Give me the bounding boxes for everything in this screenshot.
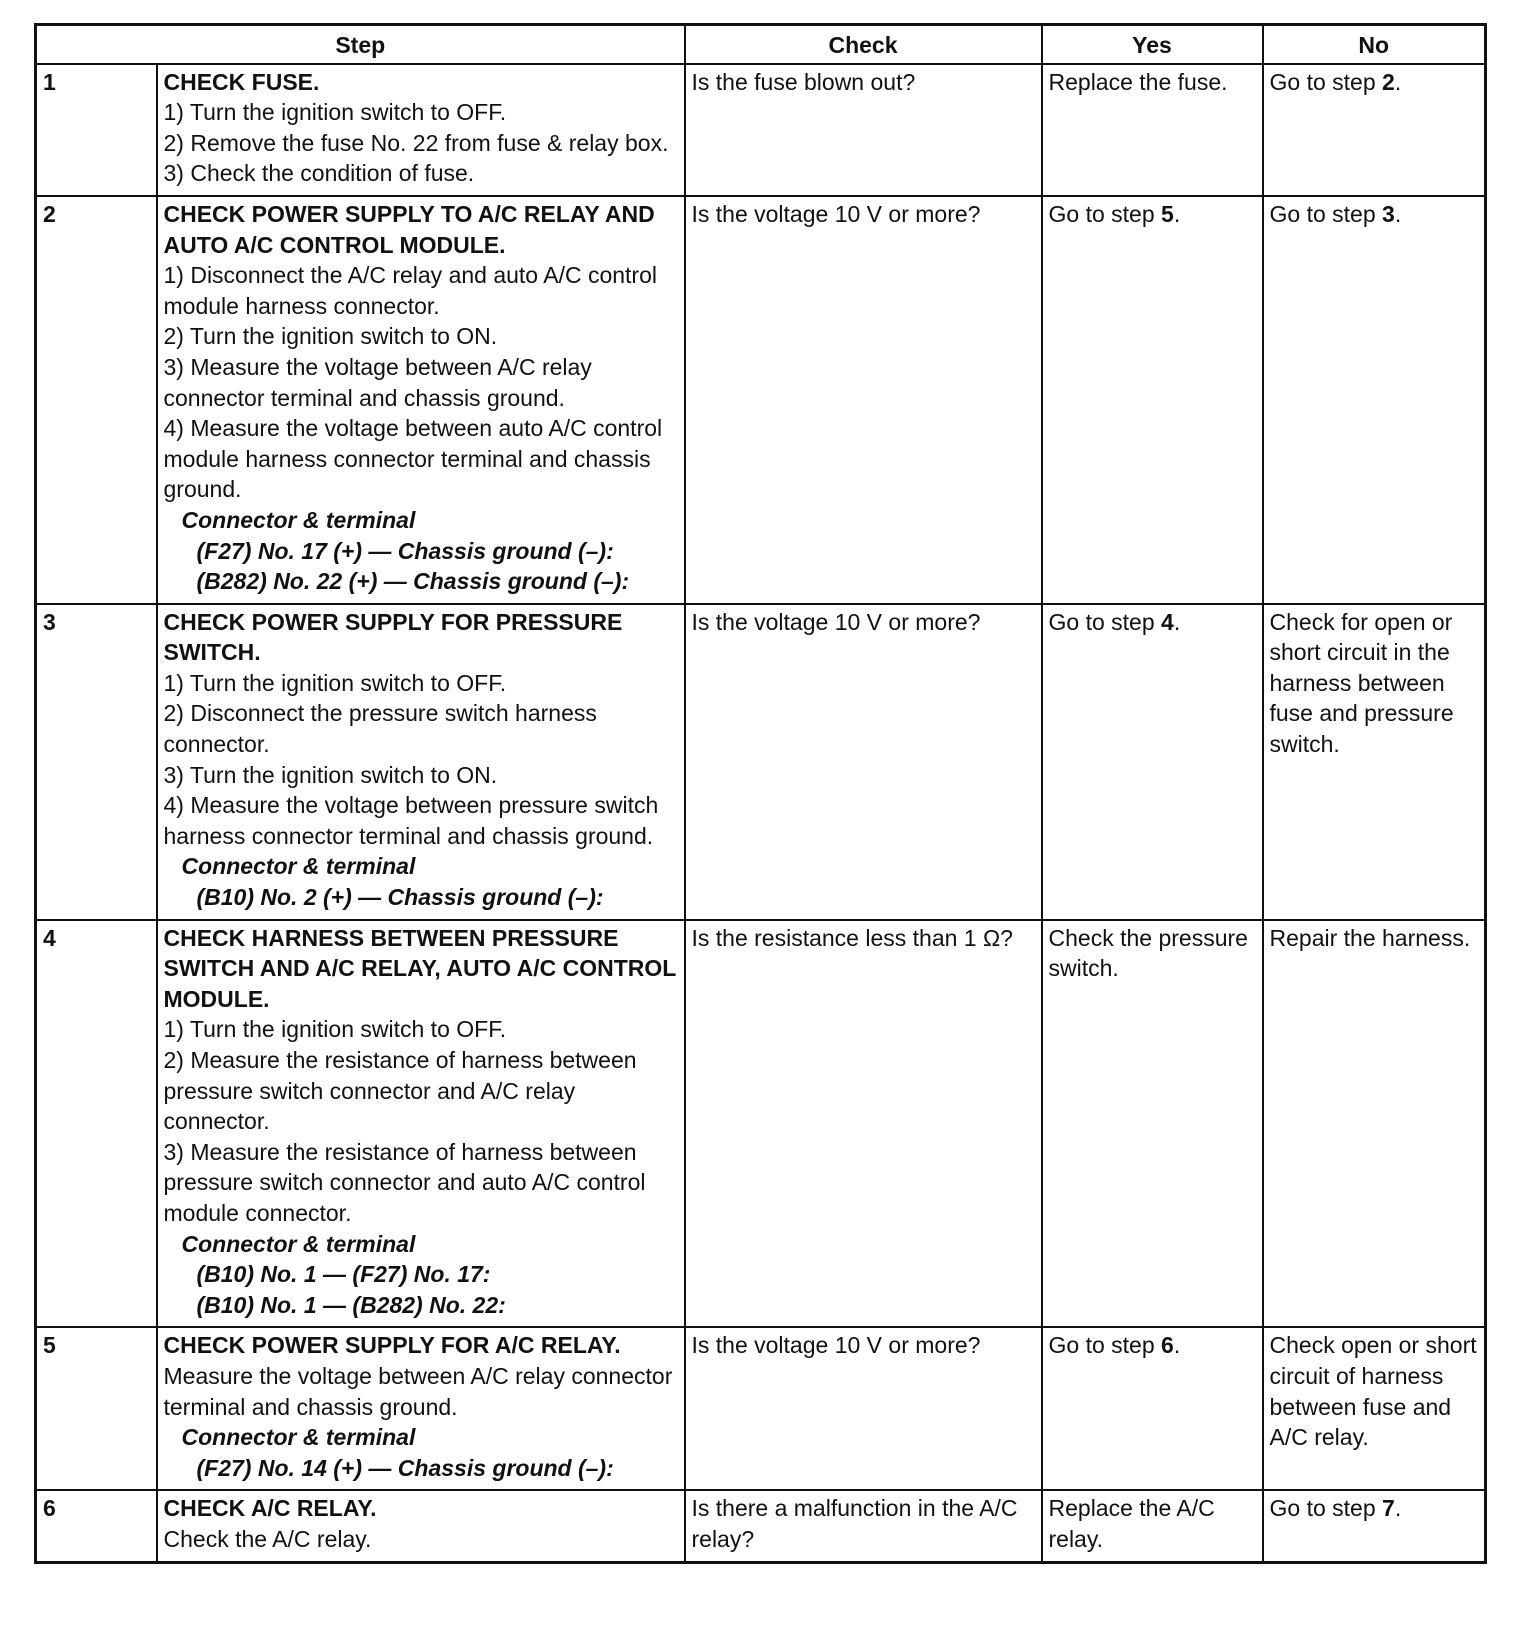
step-number: 1 (36, 64, 157, 196)
step-instruction: 4) Measure the voltage between auto A/C control module harness connector terminal and chassis ground. (163, 415, 663, 503)
yes-action (1042, 920, 1263, 1328)
step-number: 3 (36, 604, 157, 920)
step-number: 4 (36, 920, 157, 1328)
step-title: CHECK FUSE. (163, 68, 320, 95)
check-question: Is there a malfunction in the A/C relay? (685, 1490, 1042, 1562)
connector-terminal: (F27) No. 14 (+) — Chassis ground (–): (196, 1454, 614, 1481)
connector-terminal: (F27) No. 17 (+) — Chassis ground (–): (196, 537, 614, 564)
connector-terminal: (B282) No. 22 (+) — Chassis ground (–): (196, 568, 630, 595)
step-number: 2 (36, 196, 157, 604)
yes-action: Go to step 4. (1042, 604, 1263, 920)
table-body (36, 64, 1486, 1562)
step-description (157, 196, 685, 604)
table-row (36, 1490, 1486, 1562)
step-instruction: 2) Remove the fuse No. 22 from fuse & relay box. (163, 129, 669, 156)
header-step: Step (36, 25, 685, 64)
header-check: Check (685, 25, 1042, 64)
step-title: CHECK POWER SUPPLY FOR PRESSURE SWITCH. (163, 608, 623, 666)
no-action (1263, 920, 1486, 1328)
check-question: Is the voltage 10 V or more? (685, 604, 1042, 920)
yes-text: Replace the A/C relay. (1048, 1495, 1215, 1552)
yes-text: Go to step (1048, 1332, 1162, 1359)
step-instruction: Measure the voltage between A/C relay connector terminal and chassis ground. (163, 1362, 673, 1420)
step-title: CHECK HARNESS BETWEEN PRESSURE SWITCH AND A/C RELAY, AUTO A/C CONTROL MODULE. (163, 924, 676, 1012)
check-question: Is the voltage 10 V or more? (685, 1327, 1042, 1490)
connector-terminal: (B10) No. 2 (+) — Chassis ground (–): (196, 884, 604, 911)
yes-step-ref: 6 (1161, 1332, 1174, 1359)
no-text: Check for open or short circuit in the harness between fuse and pressure switch. (1269, 608, 1454, 758)
yes-step-ref: 5 (1161, 200, 1174, 227)
no-step-ref: 2 (1382, 68, 1395, 95)
step-instruction: 1) Turn the ignition switch to OFF. (163, 99, 507, 126)
step-instruction: Check the A/C relay. (163, 1525, 372, 1552)
step-instruction: 3) Measure the resistance of harness between pressure switch connector and auto A/C control module connector. (163, 1138, 646, 1226)
connector-heading: Connector & terminal (181, 1230, 416, 1257)
step-instruction: 3) Measure the voltage between A/C relay connector terminal and chassis ground. (163, 353, 592, 411)
step-instruction: 4) Measure the voltage between pressure switch harness connector terminal and chassis ground. (163, 792, 659, 849)
no-text: Go to step (1269, 1495, 1383, 1522)
header-row (36, 25, 1486, 64)
connector-heading: Connector & terminal (181, 1424, 416, 1451)
no-text: Repair the harness. (1269, 924, 1471, 951)
step-number: 5 (36, 1327, 157, 1490)
step-description (157, 920, 685, 1328)
step-description (157, 604, 685, 920)
yes-action: Go to step 6. (1042, 1327, 1263, 1490)
step-title: CHECK A/C RELAY. (163, 1495, 377, 1522)
diagnostic-table (34, 23, 1487, 1564)
table-row (36, 64, 1486, 196)
step-title: CHECK POWER SUPPLY TO A/C RELAY AND AUTO A/C CONTROL MODULE. (163, 200, 655, 258)
connector-heading: Connector & terminal (181, 853, 416, 880)
step-instruction: 1) Disconnect the A/C relay and auto A/C control module harness connector. (163, 262, 657, 319)
diagnostic-procedure (34, 23, 1484, 1564)
connector-heading: Connector & terminal (181, 506, 416, 533)
yes-text: Replace the fuse. (1048, 68, 1228, 95)
connector-terminal: (B10) No. 1 — (F27) No. 17: (196, 1261, 491, 1288)
table-row (36, 604, 1486, 920)
yes-text: Go to step (1048, 200, 1162, 227)
yes-step-ref: 4 (1161, 608, 1174, 635)
step-instruction: 1) Turn the ignition switch to OFF. (163, 1016, 507, 1043)
table-row (36, 1327, 1486, 1490)
table-row (36, 920, 1486, 1328)
step-description (157, 1490, 685, 1562)
yes-text: Check the pressure switch. (1048, 924, 1248, 982)
no-step-ref: 7 (1382, 1495, 1395, 1522)
step-title: CHECK POWER SUPPLY FOR A/C RELAY. (163, 1332, 621, 1359)
check-question: Is the fuse blown out? (685, 64, 1042, 196)
step-instruction: 2) Turn the ignition switch to ON. (163, 323, 498, 350)
no-action: Go to step 3. (1263, 196, 1486, 604)
check-question: Is the resistance less than 1 Ω? (685, 920, 1042, 1328)
table-row (36, 196, 1486, 604)
no-step-ref: 3 (1382, 200, 1395, 227)
no-text: Go to step (1269, 200, 1383, 227)
yes-action (1042, 1490, 1263, 1562)
step-number: 6 (36, 1490, 157, 1562)
check-question: Is the voltage 10 V or more? (685, 196, 1042, 604)
step-instruction: 3) Check the condition of fuse. (163, 160, 475, 187)
yes-text: Go to step (1048, 608, 1162, 635)
step-description (157, 64, 685, 196)
yes-action: Go to step 5. (1042, 196, 1263, 604)
step-instruction: 2) Measure the resistance of harness between pressure switch connector and A/C relay connector. (163, 1047, 637, 1135)
no-action: Go to step 7. (1263, 1490, 1486, 1562)
step-instruction: 1) Turn the ignition switch to OFF. (163, 669, 507, 696)
no-text: Go to step (1269, 68, 1383, 95)
connector-terminal: (B10) No. 1 — (B282) No. 22: (196, 1291, 506, 1318)
no-action (1263, 1327, 1486, 1490)
no-action (1263, 604, 1486, 920)
no-action: Go to step 2. (1263, 64, 1486, 196)
header-no: No (1263, 25, 1486, 64)
no-text: Check open or short circuit of harness between fuse and A/C relay. (1269, 1332, 1477, 1451)
step-instruction: 3) Turn the ignition switch to ON. (163, 761, 498, 788)
step-instruction: 2) Disconnect the pressure switch harness connector. (163, 700, 597, 758)
step-description (157, 1327, 685, 1490)
header-yes: Yes (1042, 25, 1263, 64)
yes-action (1042, 64, 1263, 196)
